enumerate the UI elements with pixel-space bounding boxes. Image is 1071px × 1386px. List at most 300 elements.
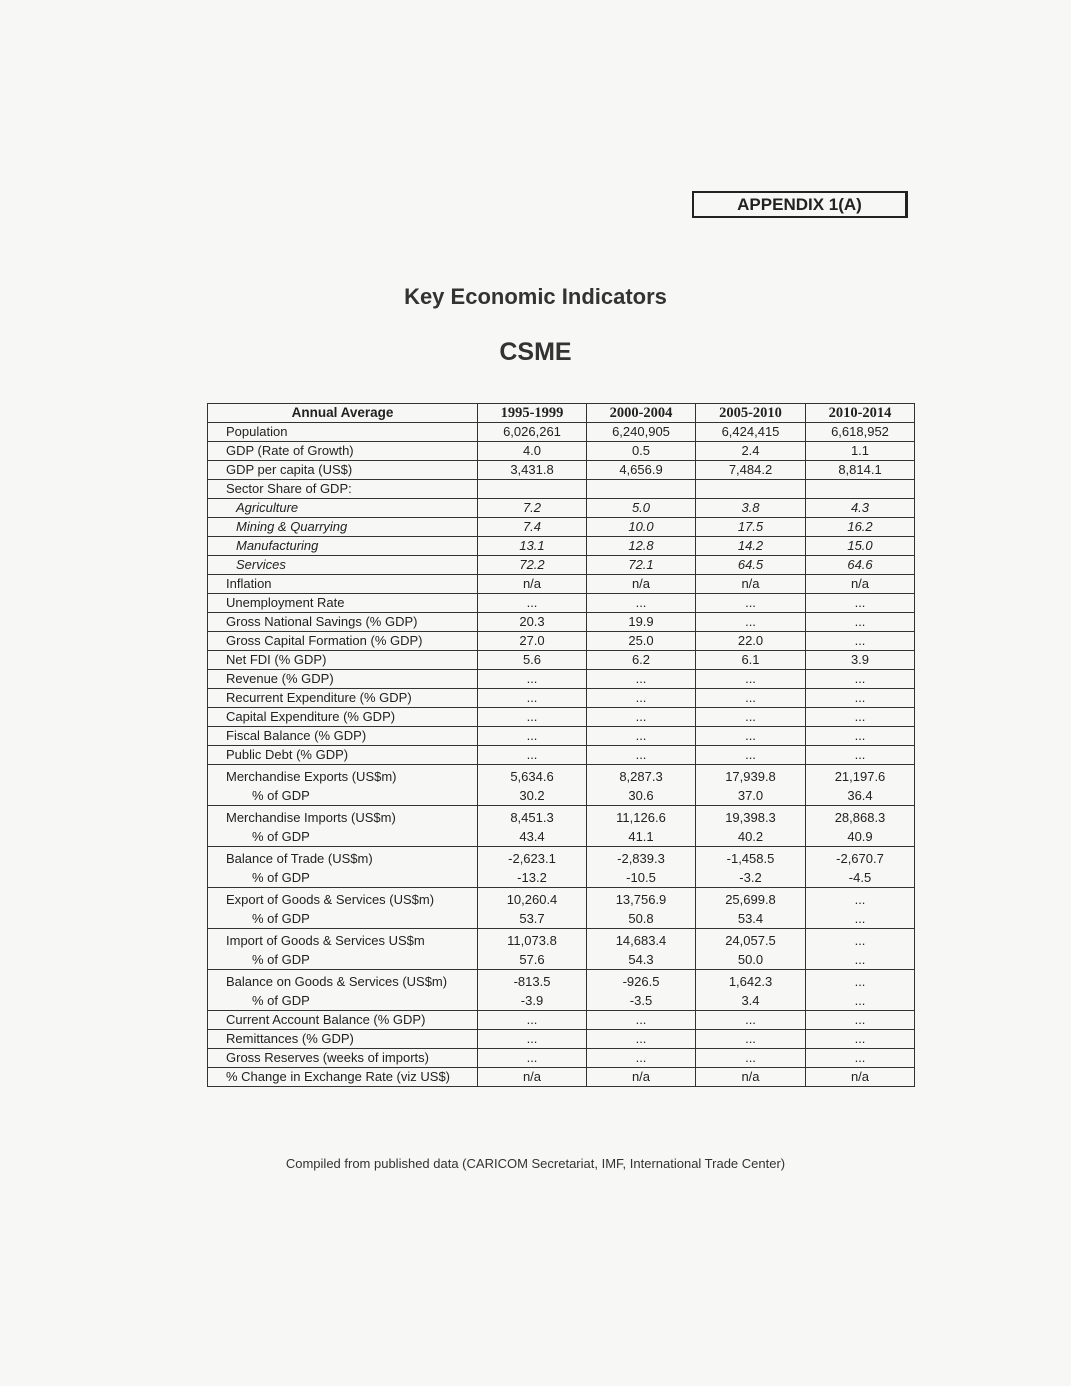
- table-cell: [587, 442, 696, 461]
- table-row: [208, 423, 915, 442]
- cell-value: -813.5: [513, 973, 551, 989]
- table-cell: [587, 594, 696, 613]
- cell-value: 15.0: [847, 538, 873, 553]
- cell-value: ...: [635, 709, 647, 724]
- table-cell: [478, 806, 587, 847]
- cell-value-pct-gdp: ...: [854, 992, 866, 1008]
- table-cell: [696, 1068, 806, 1087]
- row-label-text: Merchandise Imports (US$m): [226, 809, 396, 825]
- table-row: [208, 575, 915, 594]
- row-sublabel-text: % of GDP: [252, 869, 310, 885]
- cell-value: 25,699.8: [725, 891, 776, 907]
- row-sublabel-text: % of GDP: [252, 828, 310, 844]
- cell-value: ...: [635, 595, 647, 610]
- cell-value: -1,458.5: [726, 850, 775, 866]
- row-label-text: Net FDI (% GDP): [226, 652, 327, 667]
- table-row: [208, 689, 915, 708]
- cell-value: 64.5: [737, 557, 764, 572]
- row-label: [208, 651, 478, 670]
- table-cell: [696, 575, 806, 594]
- row-label-text: Gross Reserves (weeks of imports): [226, 1050, 429, 1065]
- table-cell: [806, 518, 915, 537]
- cell-value: 25.0: [628, 633, 654, 648]
- cell-value: 16.2: [847, 519, 873, 534]
- cell-value: -2,623.1: [508, 850, 556, 866]
- row-label-text: Inflation: [226, 576, 272, 591]
- table-cell: [806, 727, 915, 746]
- cell-value: 6.2: [631, 652, 651, 667]
- table-cell: [806, 888, 915, 929]
- table-cell: [806, 461, 915, 480]
- cell-value: ...: [745, 728, 756, 743]
- cell-value: 28,868.3: [834, 809, 886, 825]
- cell-value: 17.5: [737, 519, 764, 534]
- table-cell: [587, 575, 696, 594]
- table-cell: [478, 613, 587, 632]
- table-cell: [696, 480, 806, 499]
- table-cell: [696, 970, 806, 1011]
- table-row: [208, 537, 915, 556]
- table-row: [208, 765, 915, 806]
- table-cell: [587, 556, 696, 575]
- table-cell: [587, 537, 696, 556]
- row-label: [208, 480, 478, 499]
- row-sublabel-text: % of GDP: [252, 992, 310, 1008]
- appendix-label: APPENDIX 1(A): [692, 191, 908, 218]
- cell-value: 7,484.2: [728, 462, 773, 477]
- table-cell: [806, 689, 915, 708]
- cell-value: 1,642.3: [728, 973, 773, 989]
- row-label-text: % Change in Exchange Rate (viz US$): [226, 1069, 451, 1084]
- cell-value: ...: [635, 1012, 647, 1027]
- row-label-text: Gross Capital Formation (% GDP): [226, 633, 423, 648]
- row-label: [208, 461, 478, 480]
- cell-value: 4.0: [522, 443, 542, 458]
- cell-value: 14.2: [737, 538, 764, 553]
- cell-value: n/a: [850, 1069, 870, 1084]
- row-label-text: Remittances (% GDP): [226, 1031, 354, 1046]
- table-cell: [696, 708, 806, 727]
- cell-value: ...: [526, 1012, 538, 1027]
- cell-value: 19,398.3: [725, 809, 776, 825]
- row-label: [208, 632, 478, 651]
- cell-value: ...: [745, 690, 756, 705]
- cell-value: ...: [635, 671, 647, 686]
- table-cell: [478, 575, 587, 594]
- table-row: [208, 461, 915, 480]
- table-cell: [478, 480, 587, 499]
- page-title: Key Economic Indicators: [404, 284, 667, 309]
- cell-value: 3.9: [850, 652, 870, 667]
- table-cell: [587, 613, 696, 632]
- table-cell: [587, 423, 696, 442]
- cell-value: n/a: [631, 1069, 651, 1084]
- cell-value-pct-gdp: 30.2: [519, 787, 545, 803]
- table-cell: [806, 847, 915, 888]
- cell-value: 17,939.8: [725, 768, 776, 784]
- row-label-text: Mining & Quarrying: [236, 519, 348, 534]
- cell-value: 13.1: [519, 538, 545, 553]
- table-cell: [587, 929, 696, 970]
- table-cell: [478, 1068, 587, 1087]
- table-cell: [806, 1068, 915, 1087]
- table-cell: [806, 499, 915, 518]
- row-label-text: Population: [226, 424, 288, 439]
- row-label: [208, 556, 478, 575]
- table-row: [208, 594, 915, 613]
- table-header-row: [208, 404, 915, 423]
- source-note: Compiled from published data (CARICOM Secretariat, IMF, International Trade Center): [285, 1156, 786, 1171]
- cell-value: 27.0: [519, 633, 545, 648]
- table-row: [208, 1068, 915, 1087]
- table-cell: [696, 929, 806, 970]
- table-cell: [696, 594, 806, 613]
- table-cell: [696, 746, 806, 765]
- cell-value: ...: [745, 1012, 756, 1027]
- table-row: [208, 1030, 915, 1049]
- table-cell: [587, 1011, 696, 1030]
- cell-value-pct-gdp: 3.4: [741, 992, 760, 1008]
- row-label-text: Revenue (% GDP): [226, 671, 334, 686]
- cell-value-pct-gdp: 36.4: [847, 787, 873, 803]
- table-row: [208, 727, 915, 746]
- cell-value: 64.6: [847, 557, 873, 572]
- cell-value: 6,240,905: [612, 424, 670, 439]
- row-label: [208, 970, 478, 1011]
- table-cell: [587, 518, 696, 537]
- cell-value: 5.6: [522, 652, 542, 667]
- table-cell: [806, 632, 915, 651]
- row-label: [208, 518, 478, 537]
- row-label: [208, 746, 478, 765]
- row-label-text: Capital Expenditure (% GDP): [226, 709, 396, 724]
- table-cell: [806, 556, 915, 575]
- row-label-text: Recurrent Expenditure (% GDP): [226, 690, 412, 705]
- header-annual-average: Annual Average: [208, 404, 478, 423]
- cell-value: n/a: [631, 576, 651, 591]
- table-cell: [478, 537, 587, 556]
- row-label-text: Fiscal Balance (% GDP): [226, 728, 367, 743]
- row-label: [208, 727, 478, 746]
- table-cell: [478, 670, 587, 689]
- table-body: [208, 423, 915, 1087]
- cell-value: ...: [526, 709, 538, 724]
- cell-value: ...: [854, 728, 866, 743]
- cell-value: ...: [526, 1050, 538, 1065]
- cell-value: 6,618,952: [831, 424, 889, 439]
- cell-value: 72.2: [519, 557, 545, 572]
- table-cell: [478, 632, 587, 651]
- cell-value: ...: [635, 747, 647, 762]
- table-cell: [696, 423, 806, 442]
- cell-value-pct-gdp: -3.2: [739, 869, 762, 885]
- cell-value: n/a: [850, 576, 870, 591]
- table-cell: [478, 499, 587, 518]
- table-cell: [587, 632, 696, 651]
- cell-value: ...: [526, 595, 538, 610]
- table-cell: [478, 1030, 587, 1049]
- row-label-text: Agriculture: [236, 500, 299, 515]
- cell-value-pct-gdp: 40.2: [737, 828, 764, 844]
- cell-value: 21,197.6: [834, 768, 886, 784]
- table-row: [208, 847, 915, 888]
- table-cell: [587, 727, 696, 746]
- table-row: [208, 613, 915, 632]
- table-row: [208, 499, 915, 518]
- cell-value: ...: [854, 932, 866, 948]
- table-cell: [587, 651, 696, 670]
- header-period: 1995-1999: [478, 404, 587, 423]
- cell-value-pct-gdp: 37.0: [737, 787, 764, 803]
- cell-value: 12.8: [628, 538, 654, 553]
- cell-value: ...: [854, 690, 866, 705]
- cell-value: 8,451.3: [510, 809, 554, 825]
- cell-value: n/a: [522, 576, 542, 591]
- table-cell: [587, 708, 696, 727]
- table-cell: [696, 537, 806, 556]
- row-label: [208, 929, 478, 970]
- table-cell: [806, 651, 915, 670]
- table-cell: [696, 847, 806, 888]
- cell-value: -926.5: [622, 973, 660, 989]
- cell-value-pct-gdp: ...: [854, 951, 866, 967]
- table-cell: [478, 689, 587, 708]
- table-cell: [478, 929, 587, 970]
- row-label: [208, 613, 478, 632]
- row-label: [208, 1049, 478, 1068]
- row-label: [208, 423, 478, 442]
- row-label: [208, 537, 478, 556]
- indicators-table: [207, 403, 915, 1087]
- cell-value: ...: [745, 671, 756, 686]
- table-cell: [478, 518, 587, 537]
- table-cell: [478, 708, 587, 727]
- cell-value: ...: [854, 973, 866, 989]
- cell-value-pct-gdp: ...: [854, 910, 866, 926]
- cell-value: -2,670.7: [836, 850, 884, 866]
- cell-value: 13,756.9: [615, 891, 667, 907]
- cell-value: 10,260.4: [506, 891, 558, 907]
- table-cell: [696, 651, 806, 670]
- cell-value: ...: [745, 1031, 756, 1046]
- cell-value: ...: [635, 728, 647, 743]
- cell-value: ...: [854, 709, 866, 724]
- table-row: [208, 518, 915, 537]
- table-cell: [806, 670, 915, 689]
- cell-value: 8,814.1: [838, 462, 882, 477]
- table-row: [208, 670, 915, 689]
- cell-value-pct-gdp: 41.1: [628, 828, 654, 844]
- cell-value: 5.0: [631, 500, 651, 515]
- cell-value: ...: [854, 595, 866, 610]
- cell-value-pct-gdp: 30.6: [628, 787, 654, 803]
- table-cell: [478, 1049, 587, 1068]
- table-cell: [478, 746, 587, 765]
- row-label: [208, 806, 478, 847]
- table-cell: [478, 727, 587, 746]
- row-label-text: Balance on Goods & Services (US$m): [226, 973, 448, 989]
- cell-value: 4.3: [850, 500, 870, 515]
- cell-value: 24,057.5: [725, 932, 776, 948]
- row-label-text: Public Debt (% GDP): [226, 747, 349, 762]
- cell-value: n/a: [741, 576, 760, 591]
- table-cell: [587, 888, 696, 929]
- table-cell: [696, 442, 806, 461]
- table-row: [208, 1011, 915, 1030]
- table-cell: [696, 765, 806, 806]
- table-cell: [806, 806, 915, 847]
- table-cell: [806, 480, 915, 499]
- table-cell: [478, 423, 587, 442]
- header-period: 2010-2014: [806, 404, 915, 423]
- cell-value: ...: [854, 633, 866, 648]
- table-cell: [587, 847, 696, 888]
- table-cell: [587, 689, 696, 708]
- cell-value: 2.4: [741, 443, 760, 458]
- cell-value-pct-gdp: 57.6: [519, 951, 545, 967]
- table-cell: [696, 806, 806, 847]
- table-cell: [806, 613, 915, 632]
- row-label: [208, 689, 478, 708]
- row-label: [208, 499, 478, 518]
- table-cell: [478, 765, 587, 806]
- cell-value: ...: [854, 1031, 866, 1046]
- table-cell: [696, 461, 806, 480]
- table-cell: [806, 1030, 915, 1049]
- table-cell: [806, 575, 915, 594]
- cell-value: ...: [526, 690, 538, 705]
- table-cell: [478, 847, 587, 888]
- table-cell: [478, 461, 587, 480]
- cell-value: n/a: [522, 1069, 542, 1084]
- cell-value-pct-gdp: -3.5: [629, 992, 653, 1008]
- table-cell: [587, 970, 696, 1011]
- table-cell: [587, 480, 696, 499]
- cell-value-pct-gdp: 43.4: [519, 828, 545, 844]
- row-label-text: Balance of Trade (US$m): [226, 850, 373, 866]
- cell-value: ...: [745, 709, 756, 724]
- row-sublabel-text: % of GDP: [252, 951, 310, 967]
- table-cell: [587, 1068, 696, 1087]
- cell-value: ...: [526, 1031, 538, 1046]
- table-cell: [587, 461, 696, 480]
- table-row: [208, 1049, 915, 1068]
- cell-value: ...: [745, 1050, 756, 1065]
- table-row: [208, 970, 915, 1011]
- table-cell: [806, 929, 915, 970]
- row-label: [208, 708, 478, 727]
- cell-value-pct-gdp: 40.9: [847, 828, 873, 844]
- cell-value: 4,656.9: [619, 462, 663, 477]
- cell-value: ...: [526, 671, 538, 686]
- table-cell: [587, 670, 696, 689]
- cell-value-pct-gdp: 50.8: [628, 910, 654, 926]
- table-cell: [806, 765, 915, 806]
- table-cell: [478, 442, 587, 461]
- cell-value: 3.8: [741, 500, 760, 515]
- row-label: [208, 442, 478, 461]
- cell-value: ...: [854, 1050, 866, 1065]
- table-cell: [696, 613, 806, 632]
- table-cell: [587, 806, 696, 847]
- table-row: [208, 888, 915, 929]
- cell-value-pct-gdp: -13.2: [517, 869, 547, 885]
- table-cell: [587, 1030, 696, 1049]
- row-label-text: Unemployment Rate: [226, 595, 345, 610]
- row-label-text: Export of Goods & Services (US$m): [226, 891, 435, 907]
- cell-value: 6,424,415: [721, 424, 780, 439]
- table-cell: [806, 423, 915, 442]
- row-label-text: Merchandise Exports (US$m): [226, 768, 397, 784]
- cell-value: ...: [745, 747, 756, 762]
- row-sublabel-text: % of GDP: [252, 910, 310, 926]
- table-cell: [696, 518, 806, 537]
- row-label: [208, 575, 478, 594]
- row-label: [208, 847, 478, 888]
- table-row: [208, 806, 915, 847]
- table-cell: [478, 1011, 587, 1030]
- row-label: [208, 594, 478, 613]
- cell-value: ...: [854, 747, 866, 762]
- cell-value: ...: [635, 690, 647, 705]
- table-row: [208, 632, 915, 651]
- cell-value-pct-gdp: -3.9: [520, 992, 544, 1008]
- row-label: [208, 1068, 478, 1087]
- table-cell: [696, 689, 806, 708]
- row-label-text: Services: [236, 557, 286, 572]
- table-row: [208, 651, 915, 670]
- table-cell: [478, 970, 587, 1011]
- cell-value: ...: [745, 614, 756, 629]
- cell-value: 20.3: [519, 614, 545, 629]
- row-label-text: Import of Goods & Services US$m: [226, 932, 425, 948]
- row-sublabel-text: % of GDP: [252, 787, 310, 803]
- table-cell: [696, 727, 806, 746]
- table-cell: [806, 594, 915, 613]
- table-row: [208, 708, 915, 727]
- table-cell: [696, 556, 806, 575]
- row-label: [208, 765, 478, 806]
- cell-value: 22.0: [737, 633, 764, 648]
- row-label: [208, 1030, 478, 1049]
- cell-value: ...: [526, 728, 538, 743]
- table-cell: [478, 888, 587, 929]
- cell-value: 19.9: [628, 614, 654, 629]
- table-row: [208, 442, 915, 461]
- table-cell: [587, 499, 696, 518]
- table-cell: [806, 537, 915, 556]
- cell-value: ...: [745, 595, 756, 610]
- cell-value: 1.1: [850, 443, 870, 458]
- cell-value: 6,026,261: [503, 424, 561, 439]
- cell-value: 0.5: [631, 443, 651, 458]
- table-cell: [806, 442, 915, 461]
- cell-value: ...: [635, 1031, 647, 1046]
- cell-value-pct-gdp: 50.0: [737, 951, 764, 967]
- row-label-text: Current Account Balance (% GDP): [226, 1012, 426, 1027]
- table-cell: [696, 670, 806, 689]
- table-cell: [587, 765, 696, 806]
- cell-value: 7.2: [522, 500, 542, 515]
- table-row: [208, 480, 915, 499]
- cell-value: 72.1: [628, 557, 654, 572]
- table-cell: [696, 1049, 806, 1068]
- table-cell: [478, 651, 587, 670]
- table-cell: [696, 632, 806, 651]
- row-label: [208, 670, 478, 689]
- row-label: [208, 888, 478, 929]
- cell-value: ...: [635, 1050, 647, 1065]
